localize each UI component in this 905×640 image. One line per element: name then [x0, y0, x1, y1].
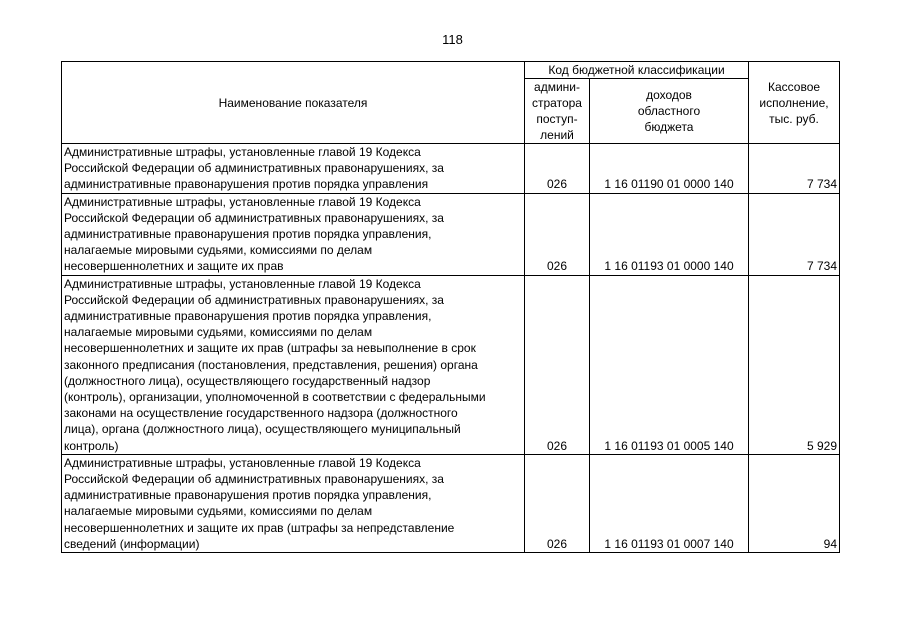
- row-revenue-code: 1 16 01193 01 0005 140: [590, 275, 749, 454]
- row-administrator-code: 026: [525, 454, 590, 552]
- table-header: [62, 62, 840, 144]
- header-bk-group: Код бюджетной классификации: [525, 62, 749, 79]
- row-indicator-name: Административные штрафы, установленные главой 19 Кодекса Российской Федерации об административных правонарушениях, за административные правонарушения против порядка управления, налагаемые мировыми судьями, комиссиями по делам несовершеннолетних и защите их прав: [62, 193, 525, 275]
- row-indicator-name: Административные штрафы, установленные главой 19 Кодекса Российской Федерации об административных правонарушениях, за административные правонарушения против порядка управления, налагаемые мировыми судьями, комиссиями по делам несовершеннолетних и защите их прав (штрафы за непредставление сведений (информации): [62, 454, 525, 552]
- row-administrator-code: 026: [525, 275, 590, 454]
- table-row: [62, 454, 840, 552]
- header-cash-execution: Кассовое исполнение, тыс. руб.: [749, 62, 840, 144]
- table-row: [62, 275, 840, 454]
- header-revenue-code: доходов областного бюджета: [590, 79, 749, 144]
- table-row: [62, 144, 840, 194]
- header-administrator: админи- стратора поступ- лений: [525, 79, 590, 144]
- page-number: 118: [442, 32, 463, 47]
- budget-revenue-table: [61, 61, 840, 553]
- row-administrator-code: 026: [525, 144, 590, 194]
- header-indicator-name: Наименование показателя: [62, 62, 525, 144]
- row-cash-value: 7 734: [749, 144, 840, 194]
- row-cash-value: 7 734: [749, 193, 840, 275]
- header-row-top: [62, 62, 840, 79]
- row-cash-value: 94: [749, 454, 840, 552]
- table-row: [62, 193, 840, 275]
- row-indicator-name: Административные штрафы, установленные главой 19 Кодекса Российской Федерации об административных правонарушениях, за административные правонарушения против порядка управления, налагаемые мировыми судьями, комиссиями по делам несовершеннолетних и защите их прав (штрафы за невыполнение в срок законного предписания (постановления, представления, решения) органа (должностного лица), осуществляющего государственный надзор (контроль), организации, уполномоченной в соответствии с федеральными законами на осуществление государственного надзора (должностного лица), органа (должностного лица), осуществляющего муниципальный контроль): [62, 275, 525, 454]
- row-revenue-code: 1 16 01193 01 0007 140: [590, 454, 749, 552]
- row-revenue-code: 1 16 01193 01 0000 140: [590, 193, 749, 275]
- row-revenue-code: 1 16 01190 01 0000 140: [590, 144, 749, 194]
- row-indicator-name: Административные штрафы, установленные главой 19 Кодекса Российской Федерации об административных правонарушениях, за административные правонарушения против порядка управления: [62, 144, 525, 194]
- row-administrator-code: 026: [525, 193, 590, 275]
- row-cash-value: 5 929: [749, 275, 840, 454]
- table-body: [62, 144, 840, 553]
